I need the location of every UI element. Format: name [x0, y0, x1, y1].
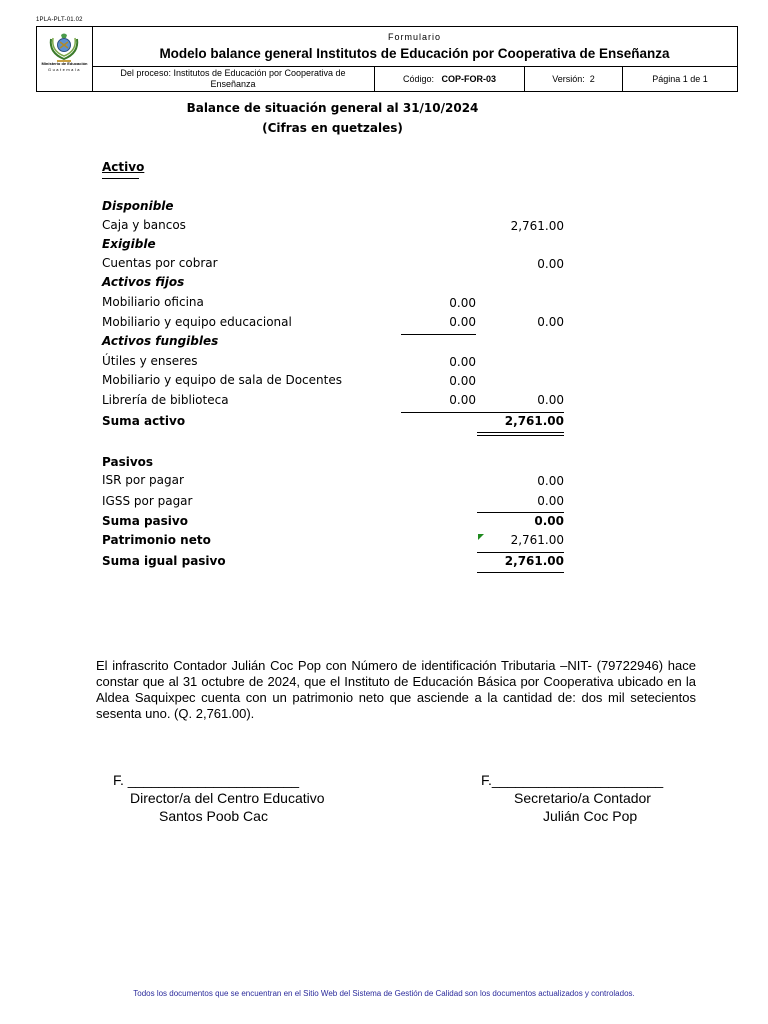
suma-activo-double-rule-2	[477, 435, 564, 436]
mob-docentes-value: 0.00	[449, 374, 476, 388]
document-code: 1PLA-PLT-01.02	[36, 17, 83, 23]
suma-activo-value: 2,761.00	[504, 414, 564, 428]
code-cell	[375, 67, 525, 91]
pasivo-sum-rule	[477, 512, 564, 513]
left-signature-role: Director/a del Centro Educativo	[130, 790, 325, 806]
right-signature-name: Julián Coc Pop	[543, 808, 638, 824]
mob-educ-label: Mobiliario y equipo educacional	[102, 315, 292, 329]
code-label: Código:	[402, 74, 434, 84]
patrimonio-value: 2,761.00	[510, 533, 564, 547]
version-value: 2	[589, 74, 595, 84]
libreria-label: Librería de biblioteca	[102, 393, 229, 407]
version-cell	[525, 67, 623, 91]
left-signature-name: Santos Poob Cac	[159, 808, 268, 824]
cxc-value: 0.00	[537, 257, 564, 271]
suma-igual-top-rule	[477, 552, 564, 553]
pasivos-heading: Pasivos	[102, 455, 154, 469]
activo-sum-rule	[401, 412, 564, 413]
suma-activo-double-rule-1	[477, 432, 564, 433]
caja-value: 2,761.00	[510, 219, 564, 233]
ministry-logo	[37, 27, 93, 91]
balance-title: Balance de situación general al 31/10/2024	[186, 101, 479, 115]
utiles-label: Útiles y enseres	[102, 354, 198, 368]
isr-label: ISR por pagar	[102, 473, 184, 487]
mob-docentes-label: Mobiliario y equipo de sala de Docentes	[102, 373, 342, 387]
footer-note: Todos los documentos que se encuentran en el Sitio Web del Sistema de Gestión de Calidad son los documentos actualizados y controlados.	[133, 989, 635, 998]
igss-value: 0.00	[537, 494, 564, 508]
suma-pasivo-label: Suma pasivo	[102, 514, 188, 528]
activo-heading: Activo	[102, 160, 145, 174]
libreria-value: 0.00	[449, 393, 476, 407]
right-signature-role: Secretario/a Contador	[514, 790, 651, 806]
fijos-total: 0.00	[537, 315, 564, 329]
right-signature-line: F.______________________	[481, 772, 664, 788]
exigible-heading: Exigible	[102, 237, 156, 251]
left-signature-line: F. ______________________	[113, 772, 300, 788]
version-label: Versión:	[552, 74, 585, 84]
igss-label: IGSS por pagar	[102, 494, 193, 508]
form-title: Modelo balance general Institutos de Educación por Cooperativa de Enseñanza	[159, 46, 670, 61]
fijos-heading: Activos fijos	[102, 275, 185, 289]
patrimonio-label: Patrimonio neto	[102, 533, 211, 547]
caja-label: Caja y bancos	[102, 218, 186, 232]
page-cell: Página 1 de 1	[652, 74, 708, 84]
logo-subtext: Guatemala	[47, 67, 82, 72]
isr-value: 0.00	[537, 474, 564, 488]
mob-oficina-value: 0.00	[449, 296, 476, 310]
form-header	[36, 26, 738, 92]
header-meta-row	[92, 66, 737, 91]
suma-igual-value: 2,761.00	[504, 554, 564, 568]
balance-subtitle: (Cifras en quetzales)	[262, 121, 403, 135]
logo-text: Ministerio de Educación	[41, 61, 88, 66]
cxc-label: Cuentas por cobrar	[102, 256, 218, 270]
code-value: COP-FOR-03	[441, 74, 497, 84]
suma-igual-label: Suma igual pasivo	[102, 554, 226, 568]
utiles-value: 0.00	[449, 355, 476, 369]
fungibles-heading: Activos fungibles	[102, 334, 219, 348]
certification-paragraph: El infrascrito Contador Julián Coc Pop con Número de identificación Tributaria –NIT- (79722946) hace constar que al 31 octubre de 2024, que el Instituto de Educación Básica por Cooperativa ubicado en la Aldea Saquixpec cuenta con un patrimonio neto que asciende a la cantidad de: dos mil setecientos sesenta uno. (Q. 2,761.00).	[96, 658, 696, 721]
suma-activo-label: Suma activo	[102, 414, 186, 428]
suma-igual-bottom-rule	[477, 572, 564, 573]
form-type-label: Formulario	[387, 32, 441, 42]
fijos-rule	[401, 334, 476, 335]
fungibles-total: 0.00	[537, 393, 564, 407]
process-cell: Del proceso: Institutos de Educación por Cooperativa de Enseñanza	[92, 67, 375, 91]
suma-pasivo-value: 0.00	[534, 514, 564, 528]
activo-double-underline	[102, 178, 139, 179]
disponible-heading: Disponible	[102, 199, 174, 213]
mob-educ-value: 0.00	[449, 315, 476, 329]
mob-oficina-label: Mobiliario oficina	[102, 295, 204, 309]
